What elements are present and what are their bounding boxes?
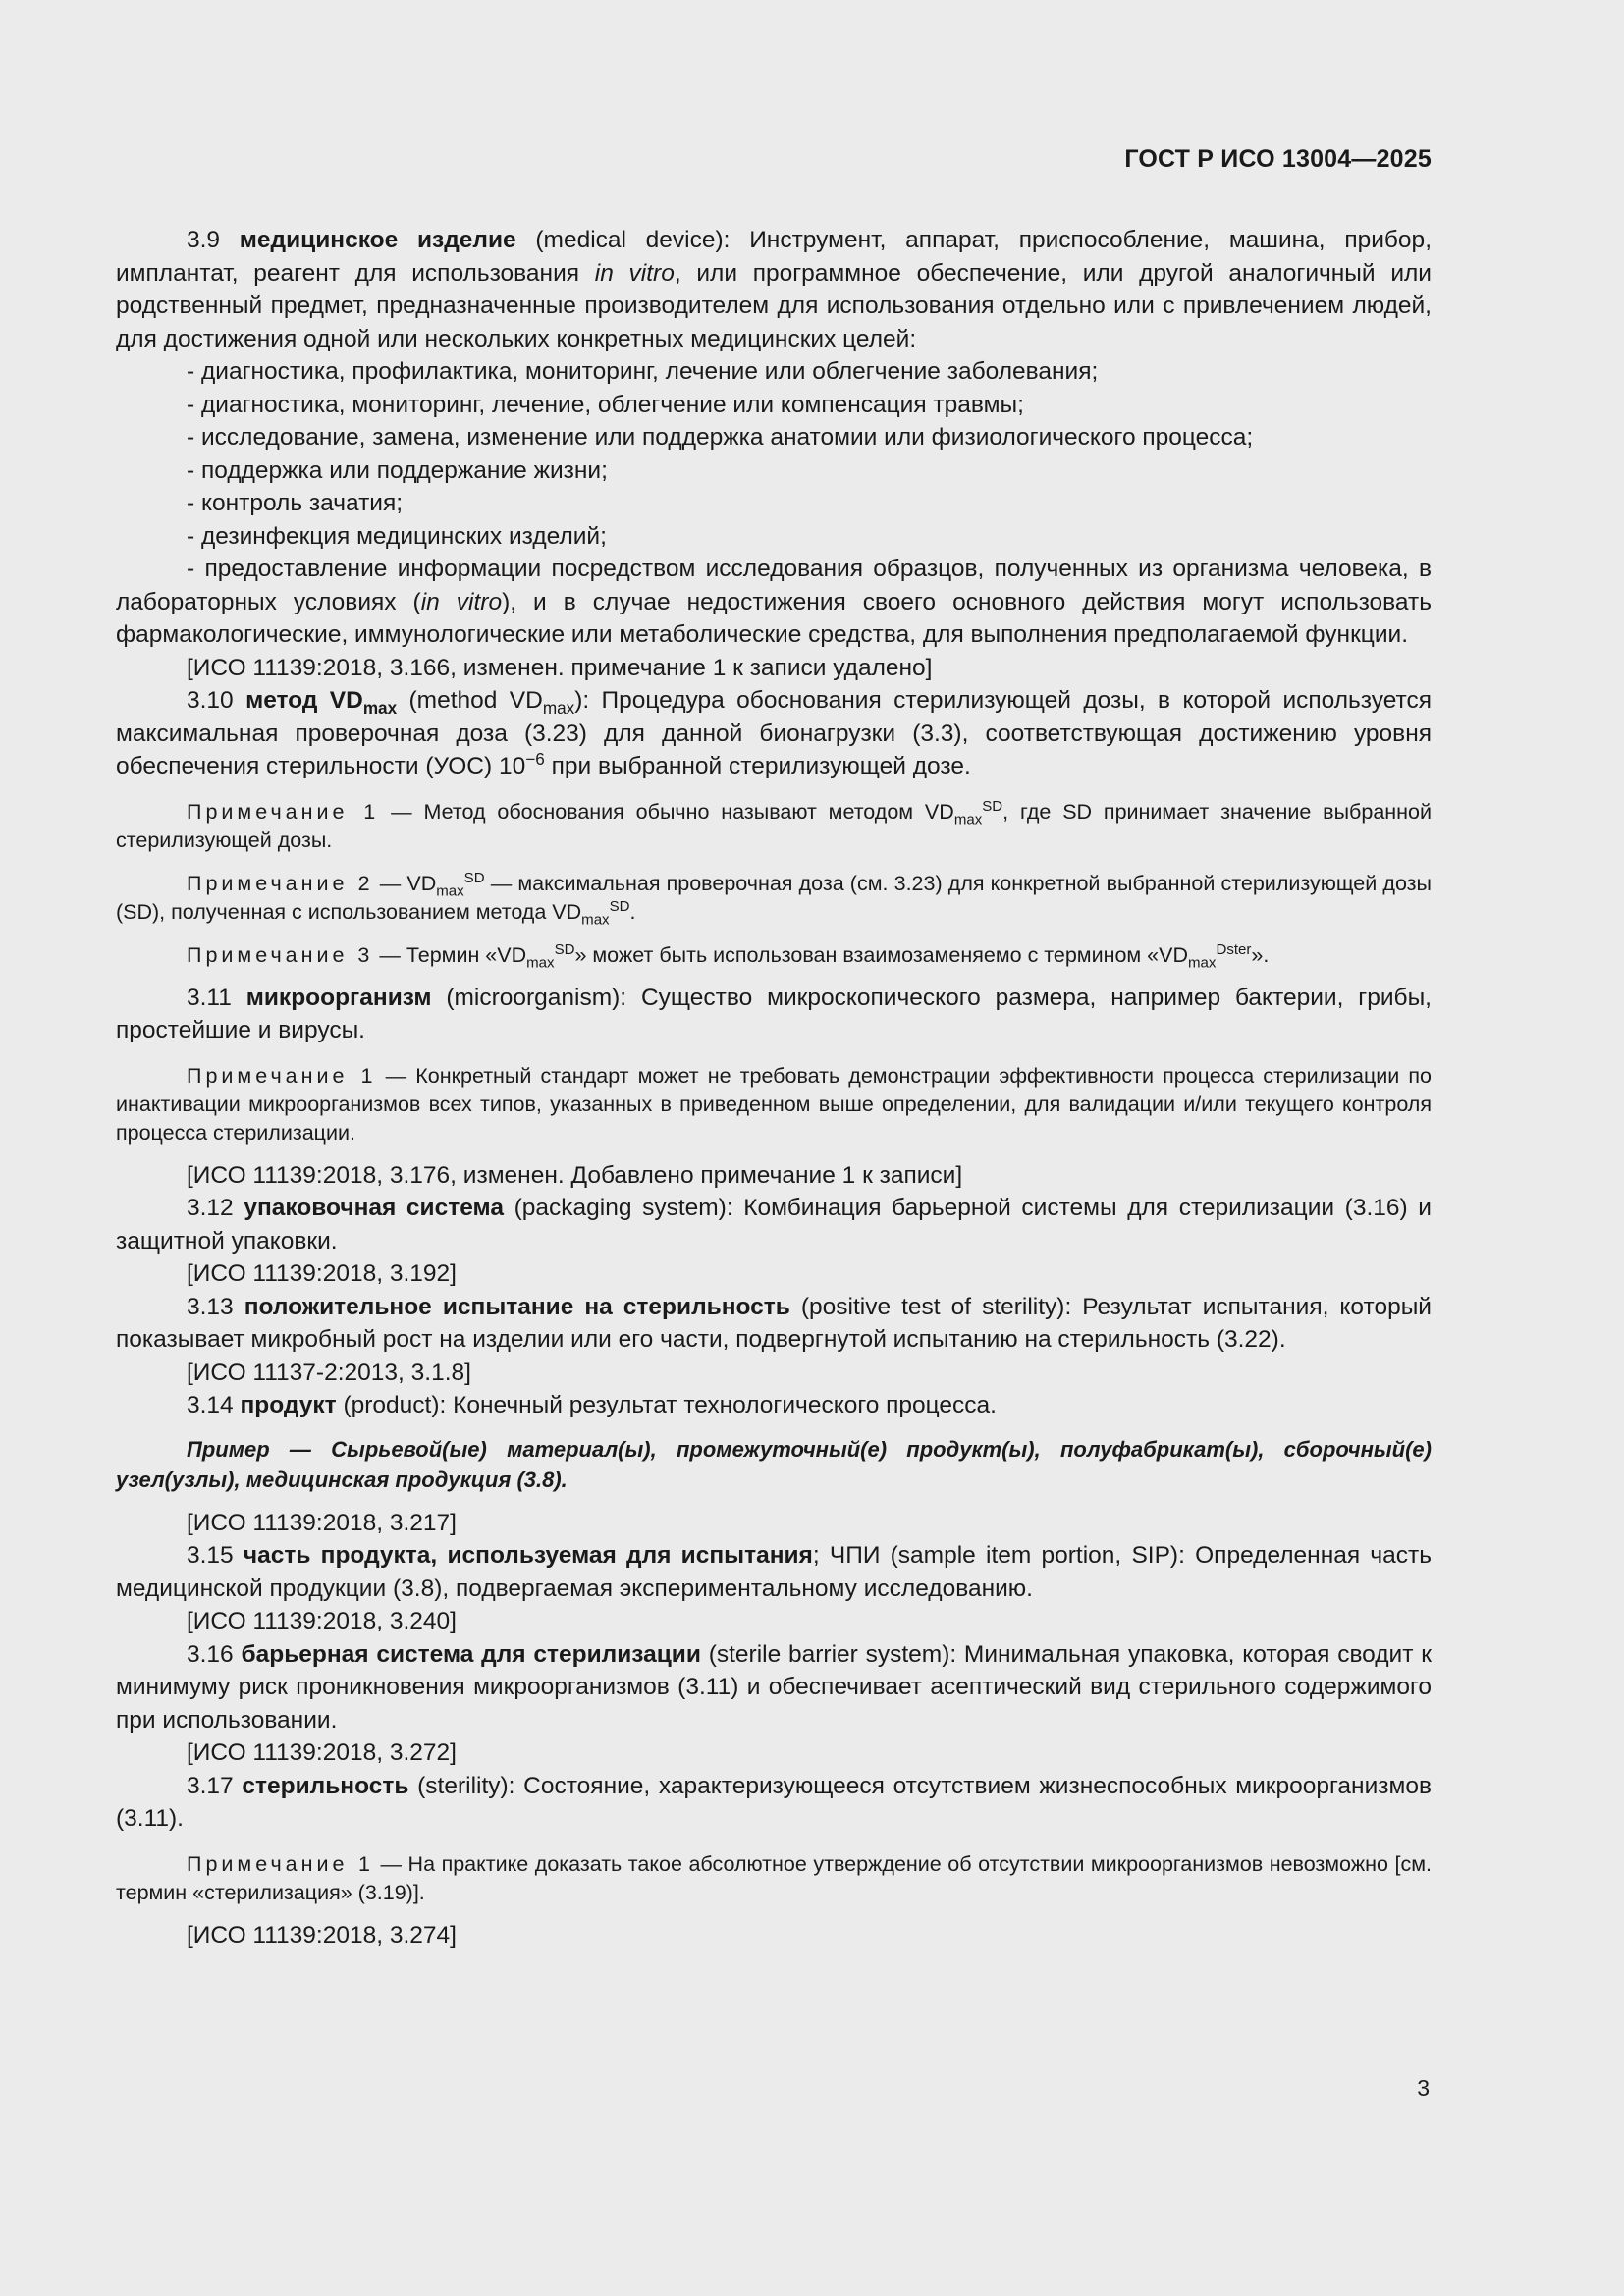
reference-3-9: [ИСО 11139:2018, 3.166, изменен. примечание 1 к записи удалено] [187, 654, 933, 681]
definition-3-14: 3.14 продукт (product): Конечный результат технологического процесса. [187, 1392, 997, 1418]
reference-3-14: [ИСО 11139:2018, 3.217] [187, 1509, 457, 1536]
reference-3-11: [ИСО 11139:2018, 3.176, изменен. Добавлено примечание 1 к записи] [187, 1161, 963, 1189]
term-packaging-system: упаковочная система [244, 1195, 504, 1221]
definition-3-10: 3.10 метод $VD_{max}$ (method $VD_{max}$): Процедура обоснования стерилизующей дозы, в которой используется максимальная проверочная доза (3.23) для данной бионагрузки (3.3), соответствующая достижению уровня обеспечения стерильности (УОС) $10^{-6}$ при выбранной стерилизующей дозе. [116, 687, 1432, 779]
reference-3-16: [ИСО 11139:2018, 3.272] [187, 1739, 457, 1766]
term-sample-item-portion: часть продукта, используемая для испытания [243, 1542, 813, 1569]
term-sterile-barrier-system: барьерная система для стерилизации [241, 1640, 701, 1668]
definition-3-11: 3.11 микроорганизм (microorganism): Существо микроскопического размера, например бактерии, грибы, простейшие и вирусы. [116, 984, 1432, 1043]
definition-3-9: 3.9 медицинское изделие (medical device): Инструмент, аппарат, приспособление, машина, прибор, имплантат, реагент для использования in vitro, или программное обеспечение, или другой аналогичный или родственный предмет, предназначенные производителем для использования отдельно или с привлечением людей, для достижения одной или нескольких конкретных медицинских целей: [116, 227, 1432, 352]
reference-3-13: [ИСО 11137-2:2013, 3.1.8] [187, 1359, 471, 1386]
document-header: ГОСТ Р ИСО 13004—2025 [1124, 145, 1432, 173]
note-3-17-1: Примечание 1 — На практике доказать такое абсолютное утверждение об отсутствии микроорганизмов невозможно [см. термин «стерилизация» (3.19)]. [116, 1851, 1433, 1904]
document-body [116, 224, 1432, 1951]
reference-3-15: [ИСО 11139:2018, 3.240] [187, 1608, 457, 1634]
definition-3-13: 3.13 положительное испытание на стерильность (positive test of sterility): Результат испытания, который показывает микробный рост на изделии или его части, подвергнутой испытанию на стерильность (3.22). [116, 1293, 1432, 1353]
list-item: - поддержка или поддержание жизни; [187, 456, 608, 484]
reference-3-12: [ИСО 11139:2018, 3.192] [187, 1260, 457, 1287]
note-3-10-1: Примечание 1 — Метод обоснования обычно называют методом $VD_{max}^{SD}$, где SD принимает значение выбранной стерилизующей дозы. [116, 797, 1432, 852]
list-item: - диагностика, мониторинг, лечение, облегчение или компенсация травмы; [187, 391, 1024, 418]
definition-3-12: 3.12 упаковочная система (packaging system): Комбинация барьерной системы для стерилизации (3.16) и защитной упаковки. [116, 1195, 1432, 1255]
page-number: 3 [1417, 2075, 1430, 2101]
reference-3-17: [ИСО 11139:2018, 3.274] [187, 1921, 457, 1949]
list-item: - дезинфекция медицинских изделий; [187, 522, 607, 550]
note-3-10-2: Примечание 2 — $VD_{max}^{SD}$ — максимальная проверочная доза (см. 3.23) для конкретной выбранной стерилизующей дозы (SD), полученная с использованием метода $VD_{max}^{SD}$. [116, 869, 1432, 928]
definition-3-17: 3.17 стерильность (sterility): Состояние, характеризующееся отсутствием жизнеспособных микроорганизмов (3.11). [116, 1772, 1432, 1832]
list-item: - предоставление информации посредством исследования образцов, полученных из организма человека, в лабораторных условиях (in vitro), и в случае недостижения своего основного действия могут использовать фармакологические, иммунологические или метаболические средства, для выполнения предполагаемой функции. [116, 556, 1432, 648]
term-method-vdmax: метод $VD_{max}$ [245, 687, 398, 718]
list-item: - исследование, замена, изменение или поддержка анатомии или физиологического процесса; [187, 424, 1254, 451]
list-item: - контроль зачатия; [187, 490, 404, 516]
term-product: продукт [240, 1392, 337, 1418]
example-3-14: Пример — Сырьевой(ые) материал(ы), промежуточный(е) продукт(ы), полуфабрикат(ы), сборочный(е) узел(узлы), медицинская продукция (3.8). [116, 1436, 1432, 1492]
definition-3-16: 3.16 барьерная система для стерилизации (sterile barrier system): Минимальная упаковка, которая сводит к минимуму риск проникновения микроорганизмов (3.11) и обеспечивает асептический вид стерильного содержимого при использовании. [116, 1640, 1432, 1734]
note-3-10-3: Примечание 3 — Термин «$VD_{max}^{SD}$» может быть использован взаимозаменяемо с термином «$VD_{max}^{Dster}$». [187, 940, 1270, 971]
definition-3-15: 3.15 часть продукта, используемая для испытания; ЧПИ (sample item portion, SIP): Определенная часть медицинской продукции (3.8), подвергаемая экспериментальному исследованию. [116, 1542, 1432, 1602]
term-positive-test-of-sterility: положительное испытание на стерильность [244, 1293, 790, 1320]
term-microorganism: микроорганизм [245, 984, 432, 1011]
list-item: - диагностика, профилактика, мониторинг, лечение или облегчение заболевания; [187, 358, 1099, 385]
term-medical-device: медицинское изделие [239, 227, 516, 253]
term-sterility: стерильность [242, 1772, 409, 1799]
note-3-11-1: Примечание 1 — Конкретный стандарт может не требовать демонстрации эффективности процесса стерилизации по инактивации микроорганизмов всех типов, указанных в приведенном выше определении, для валидации и/или текущего контроля процесса стерилизации. [116, 1063, 1432, 1145]
